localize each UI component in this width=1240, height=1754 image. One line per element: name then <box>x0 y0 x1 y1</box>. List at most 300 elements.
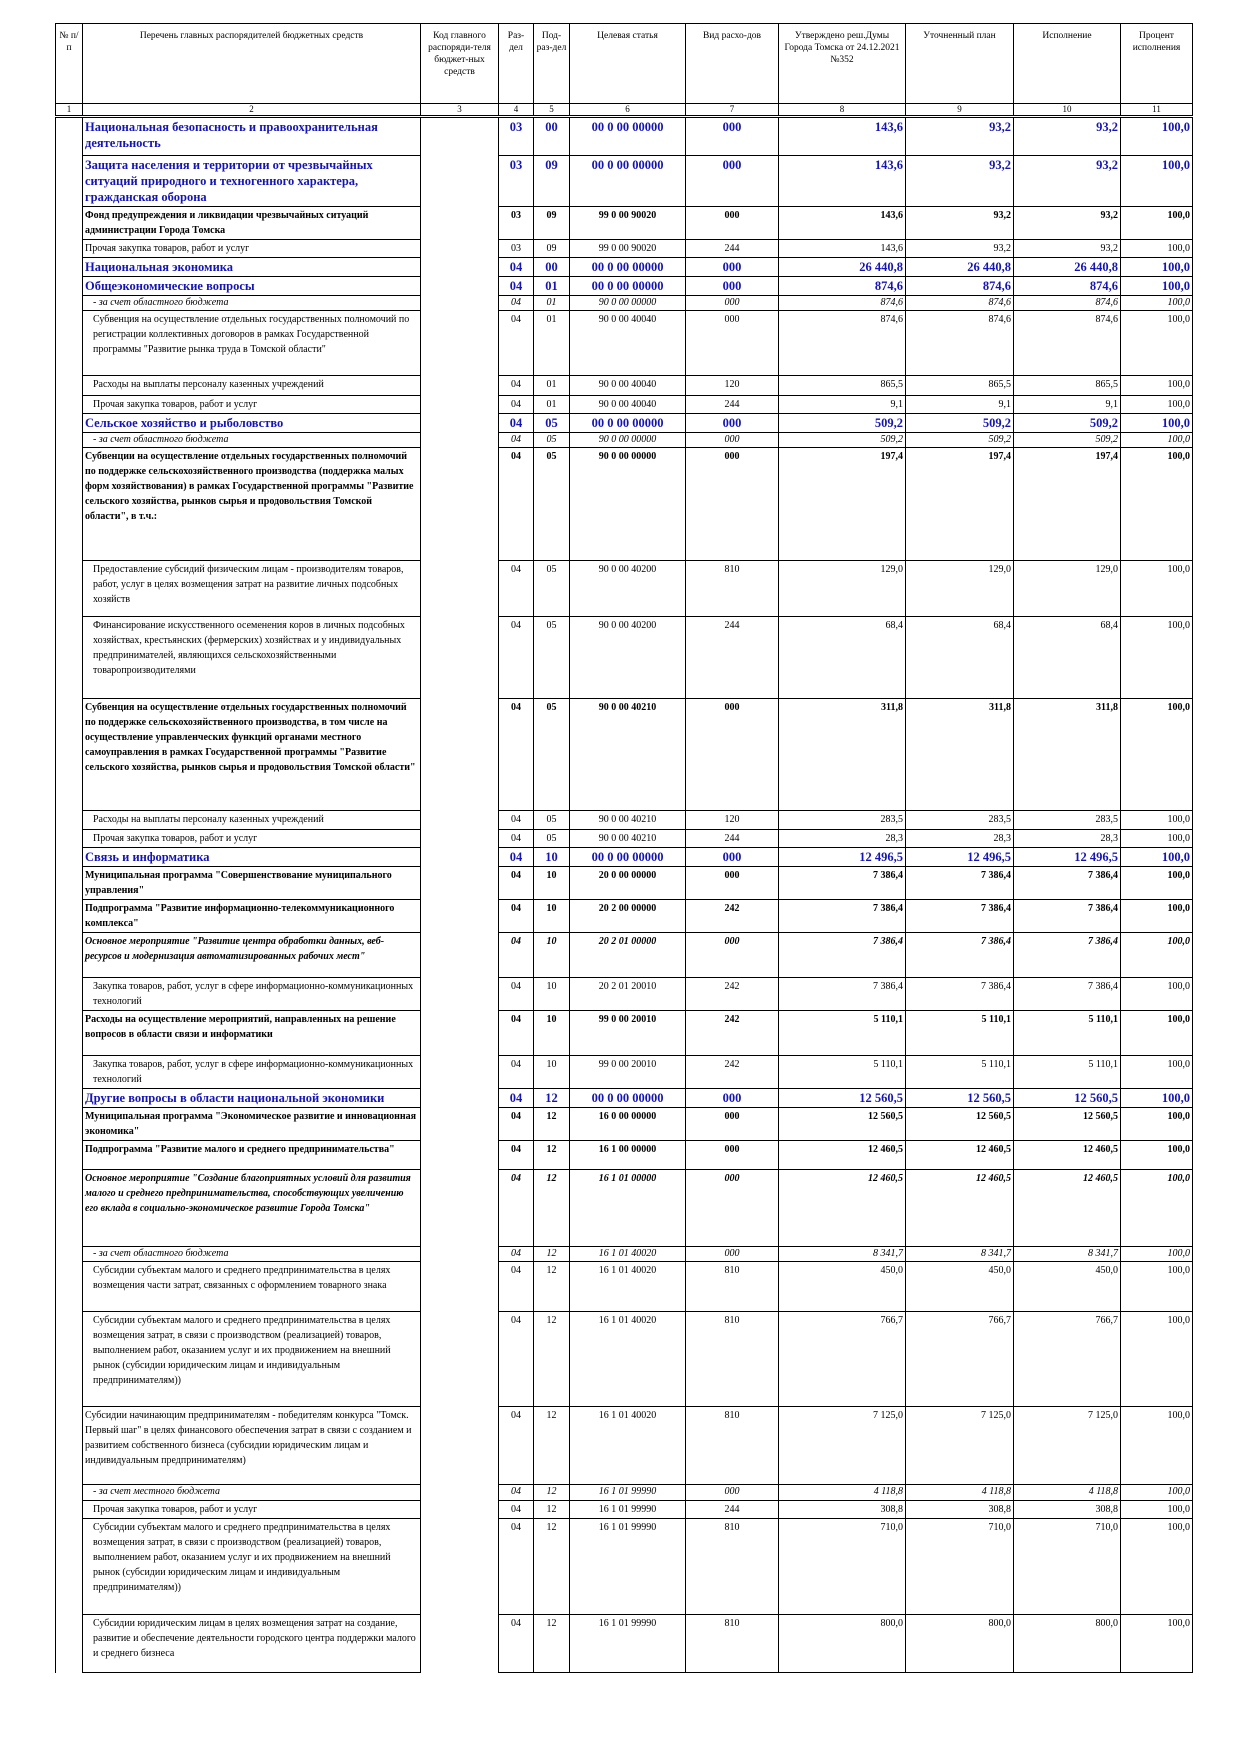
row-approved: 12 496,5 <box>779 848 906 867</box>
row-vid: 000 <box>686 1485 779 1501</box>
table-row <box>56 277 1193 296</box>
row-pct: 100,0 <box>1121 1262 1193 1312</box>
row-exec: 4 118,8 <box>1014 1485 1121 1501</box>
row-approved: 865,5 <box>779 376 906 396</box>
row-approved: 197,4 <box>779 448 906 561</box>
row-vid: 000 <box>686 448 779 561</box>
table-row <box>56 396 1193 414</box>
row-num-cell <box>56 396 83 414</box>
table-row <box>56 376 1193 396</box>
row-exec: 26 440,8 <box>1014 258 1121 277</box>
row-name: Субсидии субъектам малого и среднего предпринимательства в целях возмещения затрат, в связи с производством (реализацией) товаров, выполнением работ, оказанием услуг и их продвижением на внешний рынок (субсидии юридическим лицам и индивидуальным предпринимателям)) <box>83 1312 421 1407</box>
row-vid: 120 <box>686 376 779 396</box>
row-plan: 4 118,8 <box>906 1485 1014 1501</box>
row-article: 90 0 00 40200 <box>570 617 686 699</box>
row-exec: 7 386,4 <box>1014 900 1121 933</box>
row-razdel: 04 <box>499 311 534 376</box>
row-podrazdel: 05 <box>534 433 570 448</box>
row-exec: 450,0 <box>1014 1262 1121 1312</box>
header-exec: Исполнение <box>1014 24 1121 104</box>
row-approved: 12 560,5 <box>779 1108 906 1141</box>
row-plan: 129,0 <box>906 561 1014 617</box>
row-code-cell <box>421 117 499 156</box>
row-pct: 100,0 <box>1121 414 1193 433</box>
table-row <box>56 296 1193 311</box>
row-vid: 000 <box>686 848 779 867</box>
header-pct: Процент исполнения <box>1121 24 1193 104</box>
row-plan: 308,8 <box>906 1501 1014 1519</box>
row-podrazdel: 12 <box>534 1170 570 1247</box>
row-plan: 26 440,8 <box>906 258 1014 277</box>
row-vid: 120 <box>686 811 779 830</box>
row-name: Прочая закупка товаров, работ и услуг <box>83 830 421 848</box>
row-razdel: 04 <box>499 376 534 396</box>
row-vid: 000 <box>686 1170 779 1247</box>
row-article: 00 0 00 00000 <box>570 414 686 433</box>
row-approved: 7 386,4 <box>779 900 906 933</box>
row-num-cell <box>56 1615 83 1673</box>
row-name: Субсидии начинающим предпринимателям - победителям конкурса "Томск. Первый шаг" в целях финансового обеспечения затрат в связи с созданием и развитием собственного бизнеса (субсидии юридическим лицам и индивидуальным предпринимателям) <box>83 1407 421 1485</box>
row-approved: 12 560,5 <box>779 1089 906 1108</box>
row-pct: 100,0 <box>1121 156 1193 207</box>
row-name: - за счет областного бюджета <box>83 433 421 448</box>
row-num-cell <box>56 1407 83 1485</box>
row-podrazdel: 05 <box>534 811 570 830</box>
row-pct: 100,0 <box>1121 1407 1193 1485</box>
row-razdel: 04 <box>499 1247 534 1262</box>
row-article: 90 0 00 00000 <box>570 448 686 561</box>
row-approved: 766,7 <box>779 1312 906 1407</box>
row-plan: 12 460,5 <box>906 1141 1014 1170</box>
row-pct: 100,0 <box>1121 1089 1193 1108</box>
row-approved: 26 440,8 <box>779 258 906 277</box>
row-name: Связь и информатика <box>83 848 421 867</box>
table-row <box>56 1089 1193 1108</box>
row-plan: 5 110,1 <box>906 1056 1014 1089</box>
row-name: Подпрограмма "Развитие малого и среднего предпринимательства" <box>83 1141 421 1170</box>
row-name: Другие вопросы в области национальной экономики <box>83 1089 421 1108</box>
row-podrazdel: 12 <box>534 1485 570 1501</box>
row-article: 00 0 00 00000 <box>570 117 686 156</box>
row-razdel: 04 <box>499 1519 534 1615</box>
row-name: Прочая закупка товаров, работ и услуг <box>83 396 421 414</box>
row-num-cell <box>56 848 83 867</box>
col-number: 6 <box>570 104 686 117</box>
row-podrazdel: 12 <box>534 1247 570 1262</box>
row-exec: 28,3 <box>1014 830 1121 848</box>
row-plan: 874,6 <box>906 277 1014 296</box>
row-pct: 100,0 <box>1121 830 1193 848</box>
row-num-cell <box>56 1485 83 1501</box>
row-podrazdel: 00 <box>534 117 570 156</box>
row-article: 16 1 01 40020 <box>570 1407 686 1485</box>
row-pct: 100,0 <box>1121 811 1193 830</box>
row-approved: 8 341,7 <box>779 1247 906 1262</box>
row-article: 99 0 00 90020 <box>570 240 686 258</box>
row-razdel: 04 <box>499 978 534 1011</box>
row-razdel: 04 <box>499 830 534 848</box>
row-plan: 7 125,0 <box>906 1407 1014 1485</box>
row-exec: 12 496,5 <box>1014 848 1121 867</box>
row-podrazdel: 09 <box>534 207 570 240</box>
row-razdel: 03 <box>499 240 534 258</box>
row-num-cell <box>56 433 83 448</box>
row-podrazdel: 01 <box>534 396 570 414</box>
row-plan: 874,6 <box>906 296 1014 311</box>
row-pct: 100,0 <box>1121 867 1193 900</box>
row-razdel: 03 <box>499 207 534 240</box>
row-code-cell <box>421 617 499 699</box>
header-vid: Вид расхо-дов <box>686 24 779 104</box>
row-num-cell <box>56 830 83 848</box>
col-number: 3 <box>421 104 499 117</box>
row-name: Расходы на выплаты персоналу казенных учреждений <box>83 811 421 830</box>
row-podrazdel: 12 <box>534 1615 570 1673</box>
row-article: 90 0 00 40210 <box>570 699 686 811</box>
row-approved: 874,6 <box>779 296 906 311</box>
row-vid: 000 <box>686 311 779 376</box>
row-exec: 7 386,4 <box>1014 978 1121 1011</box>
row-vid: 244 <box>686 830 779 848</box>
row-podrazdel: 05 <box>534 830 570 848</box>
row-vid: 000 <box>686 699 779 811</box>
row-name: Закупка товаров, работ, услуг в сфере информационно-коммуникационных технологий <box>83 1056 421 1089</box>
row-num-cell <box>56 117 83 156</box>
row-razdel: 04 <box>499 1262 534 1312</box>
row-vid: 810 <box>686 1262 779 1312</box>
row-pct: 100,0 <box>1121 258 1193 277</box>
row-vid: 242 <box>686 978 779 1011</box>
row-approved: 12 460,5 <box>779 1141 906 1170</box>
row-approved: 129,0 <box>779 561 906 617</box>
header-code: Код главного распоряди-теля бюджет-ных средств <box>421 24 499 104</box>
row-exec: 874,6 <box>1014 296 1121 311</box>
row-exec: 509,2 <box>1014 433 1121 448</box>
row-approved: 4 118,8 <box>779 1485 906 1501</box>
row-plan: 450,0 <box>906 1262 1014 1312</box>
row-vid: 000 <box>686 1108 779 1141</box>
row-code-cell <box>421 1485 499 1501</box>
row-razdel: 04 <box>499 848 534 867</box>
row-pct: 100,0 <box>1121 1170 1193 1247</box>
row-vid: 000 <box>686 867 779 900</box>
row-code-cell <box>421 414 499 433</box>
row-podrazdel: 12 <box>534 1089 570 1108</box>
row-exec: 7 125,0 <box>1014 1407 1121 1485</box>
row-code-cell <box>421 240 499 258</box>
row-plan: 12 460,5 <box>906 1170 1014 1247</box>
table-row <box>56 561 1193 617</box>
row-plan: 12 496,5 <box>906 848 1014 867</box>
row-approved: 5 110,1 <box>779 1056 906 1089</box>
row-article: 90 0 00 00000 <box>570 433 686 448</box>
table-row <box>56 1141 1193 1170</box>
row-exec: 766,7 <box>1014 1312 1121 1407</box>
col-number: 4 <box>499 104 534 117</box>
row-razdel: 04 <box>499 396 534 414</box>
row-approved: 143,6 <box>779 240 906 258</box>
row-code-cell <box>421 1108 499 1141</box>
row-vid: 000 <box>686 1247 779 1262</box>
row-article: 16 1 01 99990 <box>570 1615 686 1673</box>
row-pct: 100,0 <box>1121 699 1193 811</box>
row-article: 00 0 00 00000 <box>570 258 686 277</box>
row-approved: 710,0 <box>779 1519 906 1615</box>
row-plan: 509,2 <box>906 433 1014 448</box>
row-razdel: 04 <box>499 277 534 296</box>
row-pct: 100,0 <box>1121 376 1193 396</box>
row-podrazdel: 01 <box>534 376 570 396</box>
row-razdel: 03 <box>499 156 534 207</box>
row-article: 16 1 01 99990 <box>570 1485 686 1501</box>
row-vid: 810 <box>686 1312 779 1407</box>
row-pct: 100,0 <box>1121 1519 1193 1615</box>
table-row <box>56 1262 1193 1312</box>
row-plan: 5 110,1 <box>906 1011 1014 1056</box>
row-vid: 000 <box>686 933 779 978</box>
row-code-cell <box>421 448 499 561</box>
col-number: 11 <box>1121 104 1193 117</box>
row-name: Фонд предупреждения и ликвидации чрезвычайных ситуаций администрации Города Томска <box>83 207 421 240</box>
row-exec: 8 341,7 <box>1014 1247 1121 1262</box>
row-vid: 000 <box>686 1141 779 1170</box>
row-exec: 129,0 <box>1014 561 1121 617</box>
row-name: Национальная экономика <box>83 258 421 277</box>
row-approved: 143,6 <box>779 117 906 156</box>
row-code-cell <box>421 900 499 933</box>
row-exec: 68,4 <box>1014 617 1121 699</box>
row-vid: 244 <box>686 240 779 258</box>
row-num-cell <box>56 277 83 296</box>
row-num-cell <box>56 561 83 617</box>
row-plan: 800,0 <box>906 1615 1014 1673</box>
row-approved: 7 386,4 <box>779 867 906 900</box>
row-code-cell <box>421 867 499 900</box>
row-name: Предоставление субсидий физическим лицам - производителям товаров, работ, услуг в целях возмещения затрат на развитие личных подсобных хозяйств <box>83 561 421 617</box>
table-row <box>56 1501 1193 1519</box>
row-article: 90 0 00 40040 <box>570 376 686 396</box>
row-num-cell <box>56 156 83 207</box>
row-code-cell <box>421 1501 499 1519</box>
row-plan: 197,4 <box>906 448 1014 561</box>
row-article: 16 1 01 99990 <box>570 1501 686 1519</box>
col-number: 7 <box>686 104 779 117</box>
row-num-cell <box>56 1501 83 1519</box>
table-row <box>56 1170 1193 1247</box>
row-podrazdel: 09 <box>534 240 570 258</box>
row-article: 99 0 00 20010 <box>570 1056 686 1089</box>
row-approved: 308,8 <box>779 1501 906 1519</box>
row-code-cell <box>421 1011 499 1056</box>
row-approved: 143,6 <box>779 156 906 207</box>
row-exec: 509,2 <box>1014 414 1121 433</box>
row-name: Прочая закупка товаров, работ и услуг <box>83 1501 421 1519</box>
row-exec: 865,5 <box>1014 376 1121 396</box>
table-row <box>56 978 1193 1011</box>
row-plan: 865,5 <box>906 376 1014 396</box>
row-name: Субсидии юридическим лицам в целях возмещения затрат на создание, развитие и обеспечение деятельности городского центра поддержки малого и среднего бизнеса <box>83 1615 421 1673</box>
row-pct: 100,0 <box>1121 1108 1193 1141</box>
row-approved: 874,6 <box>779 277 906 296</box>
row-name: - за счет областного бюджета <box>83 1247 421 1262</box>
row-plan: 7 386,4 <box>906 867 1014 900</box>
row-name: Общеэкономические вопросы <box>83 277 421 296</box>
row-num-cell <box>56 1011 83 1056</box>
row-podrazdel: 05 <box>534 561 570 617</box>
row-approved: 450,0 <box>779 1262 906 1312</box>
row-razdel: 03 <box>499 117 534 156</box>
row-code-cell <box>421 376 499 396</box>
row-plan: 7 386,4 <box>906 933 1014 978</box>
row-name: Субвенция на осуществление отдельных государственных полномочий по регистрации коллективных договоров в рамках Государственной программы "Развитие рынка труда в Томской области" <box>83 311 421 376</box>
row-approved: 5 110,1 <box>779 1011 906 1056</box>
row-pct: 100,0 <box>1121 1312 1193 1407</box>
row-razdel: 04 <box>499 1011 534 1056</box>
row-razdel: 04 <box>499 1141 534 1170</box>
row-razdel: 04 <box>499 933 534 978</box>
row-article: 20 0 00 00000 <box>570 867 686 900</box>
row-article: 90 0 00 40200 <box>570 561 686 617</box>
row-plan: 874,6 <box>906 311 1014 376</box>
row-pct: 100,0 <box>1121 848 1193 867</box>
row-plan: 68,4 <box>906 617 1014 699</box>
row-approved: 9,1 <box>779 396 906 414</box>
row-approved: 7 386,4 <box>779 978 906 1011</box>
row-code-cell <box>421 1519 499 1615</box>
row-num-cell <box>56 867 83 900</box>
row-name: Национальная безопасность и правоохранительная деятельность <box>83 117 421 156</box>
row-exec: 12 460,5 <box>1014 1170 1121 1247</box>
row-name: Муниципальная программа "Экономическое развитие и инновационная экономика" <box>83 1108 421 1141</box>
row-pct: 100,0 <box>1121 448 1193 561</box>
row-vid: 244 <box>686 617 779 699</box>
col-number: 5 <box>534 104 570 117</box>
row-num-cell <box>56 811 83 830</box>
row-plan: 9,1 <box>906 396 1014 414</box>
row-pct: 100,0 <box>1121 207 1193 240</box>
row-plan: 283,5 <box>906 811 1014 830</box>
row-approved: 28,3 <box>779 830 906 848</box>
row-vid: 244 <box>686 396 779 414</box>
row-code-cell <box>421 830 499 848</box>
row-pct: 100,0 <box>1121 311 1193 376</box>
row-name: Закупка товаров, работ, услуг в сфере информационно-коммуникационных технологий <box>83 978 421 1011</box>
row-code-cell <box>421 433 499 448</box>
row-code-cell <box>421 1615 499 1673</box>
row-article: 90 0 00 40210 <box>570 830 686 848</box>
row-num-cell <box>56 699 83 811</box>
row-exec: 5 110,1 <box>1014 1011 1121 1056</box>
row-vid: 242 <box>686 900 779 933</box>
row-razdel: 04 <box>499 1312 534 1407</box>
table-row <box>56 830 1193 848</box>
row-num-cell <box>56 1312 83 1407</box>
header-article: Целевая статья <box>570 24 686 104</box>
row-exec: 93,2 <box>1014 117 1121 156</box>
row-article: 00 0 00 00000 <box>570 156 686 207</box>
row-vid: 000 <box>686 433 779 448</box>
row-approved: 7 386,4 <box>779 933 906 978</box>
row-num-cell <box>56 240 83 258</box>
row-code-cell <box>421 1312 499 1407</box>
table-row <box>56 1485 1193 1501</box>
row-exec: 12 560,5 <box>1014 1108 1121 1141</box>
row-plan: 93,2 <box>906 156 1014 207</box>
row-razdel: 04 <box>499 561 534 617</box>
row-razdel: 04 <box>499 1056 534 1089</box>
row-approved: 509,2 <box>779 433 906 448</box>
row-podrazdel: 10 <box>534 848 570 867</box>
row-exec: 197,4 <box>1014 448 1121 561</box>
table-row <box>56 258 1193 277</box>
row-name: Муниципальная программа "Совершенствование муниципального управления" <box>83 867 421 900</box>
row-plan: 12 560,5 <box>906 1108 1014 1141</box>
row-exec: 308,8 <box>1014 1501 1121 1519</box>
table-row <box>56 117 1193 156</box>
row-article: 20 2 00 00000 <box>570 900 686 933</box>
row-exec: 93,2 <box>1014 207 1121 240</box>
row-name: Сельское хозяйство и рыболовство <box>83 414 421 433</box>
row-name: Основное мероприятие "Создание благоприятных условий для развития малого и среднего предпринимательства, способствующих увеличению его вклада в социально-экономическое развитие Города Томска" <box>83 1170 421 1247</box>
row-plan: 766,7 <box>906 1312 1014 1407</box>
row-vid: 000 <box>686 258 779 277</box>
row-article: 16 1 01 40020 <box>570 1312 686 1407</box>
row-num-cell <box>56 376 83 396</box>
row-plan: 710,0 <box>906 1519 1014 1615</box>
row-pct: 100,0 <box>1121 978 1193 1011</box>
row-vid: 810 <box>686 561 779 617</box>
row-razdel: 04 <box>499 1089 534 1108</box>
table-row <box>56 1312 1193 1407</box>
row-approved: 874,6 <box>779 311 906 376</box>
col-number: 2 <box>83 104 421 117</box>
row-podrazdel: 10 <box>534 900 570 933</box>
table-row <box>56 1108 1193 1141</box>
row-podrazdel: 01 <box>534 296 570 311</box>
header-approved: Утверждено реш.Думы Города Томска от 24.12.2021 №352 <box>779 24 906 104</box>
row-article: 00 0 00 00000 <box>570 1089 686 1108</box>
row-exec: 5 110,1 <box>1014 1056 1121 1089</box>
row-article: 16 1 01 40020 <box>570 1262 686 1312</box>
row-pct: 100,0 <box>1121 1056 1193 1089</box>
table-row <box>56 414 1193 433</box>
table-row <box>56 207 1193 240</box>
row-name: Расходы на осуществление мероприятий, направленных на решение вопросов в области связи и информатики <box>83 1011 421 1056</box>
row-article: 16 1 01 99990 <box>570 1519 686 1615</box>
row-vid: 000 <box>686 277 779 296</box>
row-razdel: 04 <box>499 448 534 561</box>
col-number: 8 <box>779 104 906 117</box>
row-num-cell <box>56 1519 83 1615</box>
row-pct: 100,0 <box>1121 1501 1193 1519</box>
row-approved: 800,0 <box>779 1615 906 1673</box>
row-num-cell <box>56 1247 83 1262</box>
table-row <box>56 448 1193 561</box>
row-article: 90 0 00 00000 <box>570 296 686 311</box>
row-plan: 7 386,4 <box>906 900 1014 933</box>
row-code-cell <box>421 933 499 978</box>
row-razdel: 04 <box>499 1108 534 1141</box>
row-razdel: 04 <box>499 414 534 433</box>
col-number: 10 <box>1014 104 1121 117</box>
col-number: 9 <box>906 104 1014 117</box>
row-pct: 100,0 <box>1121 900 1193 933</box>
row-num-cell <box>56 933 83 978</box>
table-row <box>56 848 1193 867</box>
row-article: 90 0 00 40210 <box>570 811 686 830</box>
table-row <box>56 1011 1193 1056</box>
row-code-cell <box>421 311 499 376</box>
